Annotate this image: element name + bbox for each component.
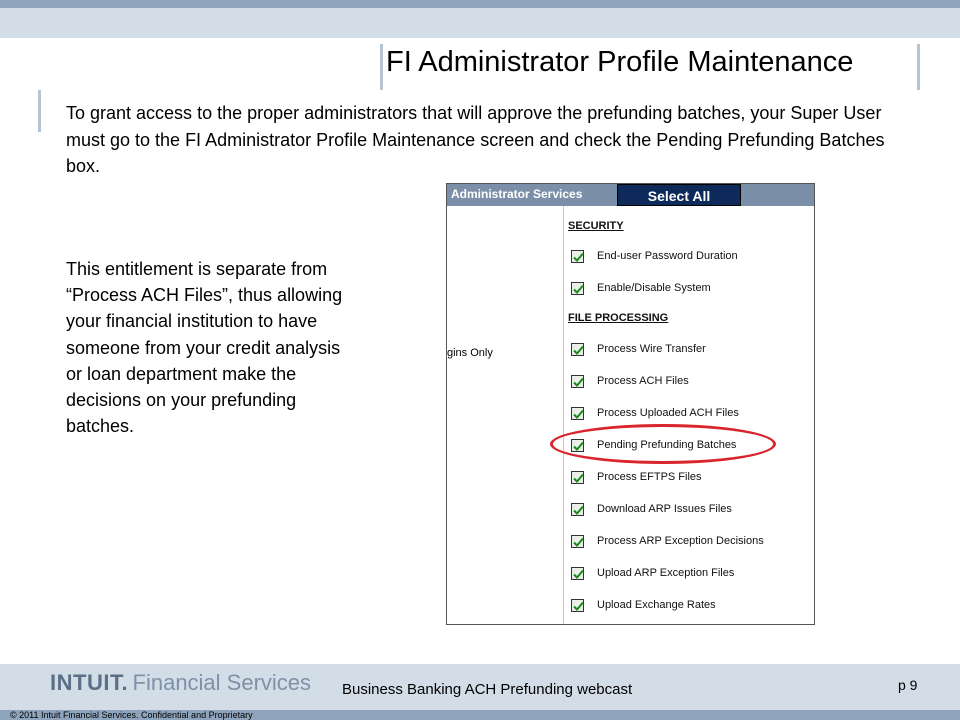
webcast-label: Business Banking ACH Prefunding webcast <box>342 681 633 698</box>
header-band-light <box>0 8 960 38</box>
left-cell-text: gins Only <box>447 347 493 359</box>
panel-header-label: Administrator Services <box>451 187 583 201</box>
section-security: SECURITY <box>568 220 624 232</box>
panel-header <box>447 184 814 206</box>
perm-label: Pending Prefunding Batches <box>597 439 737 451</box>
page-number: p 9 <box>898 677 918 693</box>
entitlement-note: This entitlement is separate from “Process ACH Files”, thus allowing your financial institution to have someone from your credit analysis or loan department make the decisions on your prefunding batches. <box>66 259 343 437</box>
intro-text: To grant access to the proper administrators that will approve the prefunding batches, your Super User must go to the FI Administrator Profile Maintenance screen and check the Pending Prefunding Batches box. <box>66 103 885 176</box>
highlight-ellipse <box>550 424 776 464</box>
checkbox-checked-icon[interactable] <box>571 535 584 548</box>
perm-label: Process Uploaded ACH Files <box>597 407 739 419</box>
checkbox-checked-icon[interactable] <box>571 503 584 516</box>
intuit-financial-services-logo <box>50 670 311 700</box>
copyright-notice: © 2011 Intuit Financial Services. Confidential and Proprietary <box>10 710 253 720</box>
checkbox-checked-icon[interactable] <box>571 567 584 580</box>
slide-title: FI Administrator Profile Maintenance <box>386 46 854 78</box>
checkbox-checked-icon[interactable] <box>571 343 584 356</box>
header-band-dark <box>0 0 960 8</box>
title-bar-left-accent <box>380 44 383 90</box>
admin-services-screenshot <box>446 183 815 625</box>
checkbox-checked-icon[interactable] <box>571 471 584 484</box>
perm-label: Upload Exchange Rates <box>597 599 716 611</box>
logo-mark: INTUIT. <box>50 670 129 695</box>
logo-text: Financial Services <box>132 670 312 695</box>
intro-accent-bar <box>38 90 41 132</box>
select-all-button[interactable]: Select All <box>617 184 741 206</box>
perm-label: Process ACH Files <box>597 375 689 387</box>
perm-label: End-user Password Duration <box>597 250 738 262</box>
perm-label: Enable/Disable System <box>597 282 711 294</box>
title-bar-right-accent <box>917 44 920 90</box>
perm-label: Upload ARP Exception Files <box>597 567 735 579</box>
column-divider <box>563 206 564 624</box>
checkbox-checked-icon[interactable] <box>571 250 584 263</box>
perm-label: Process ARP Exception Decisions <box>597 535 764 547</box>
title-bar <box>380 44 920 90</box>
perm-label: Download ARP Issues Files <box>597 503 732 515</box>
section-file-processing: FILE PROCESSING <box>568 312 669 324</box>
checkbox-checked-icon[interactable] <box>571 407 584 420</box>
checkbox-checked-icon[interactable] <box>571 282 584 295</box>
checkbox-checked-icon[interactable] <box>571 599 584 612</box>
perm-label: Process EFTPS Files <box>597 471 702 483</box>
perm-label: Process Wire Transfer <box>597 343 706 355</box>
checkbox-checked-icon[interactable] <box>571 375 584 388</box>
